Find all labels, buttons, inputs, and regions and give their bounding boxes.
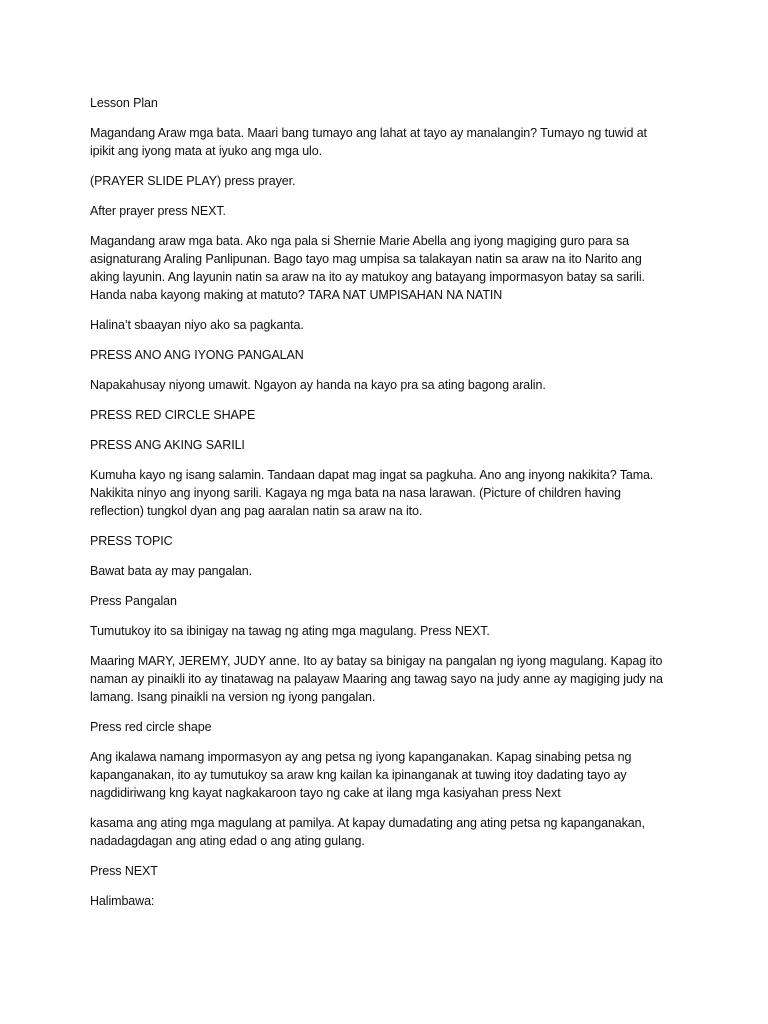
paragraph-mirror-activity: Kumuha kayo ng isang salamin. Tandaan dapat mag ingat sa pagkuha. Ano ang inyong nakikita? Tama. Nakikita ninyo ang inyong sarili. Kagaya ng mga bata na nasa larawan. (Picture of children having reflection) tungkol dyan ang pag aaralan natin sa araw na ito. <box>90 468 654 518</box>
paragraph-press-aking-sarili: PRESS ANG AKING SARILI <box>90 438 245 452</box>
paragraph-name-examples: Maaring MARY, JEREMY, JUDY anne. Ito ay batay sa binigay na pangalan ng iyong magulang. Kapag ito naman ay pinaikli ito ay tinatawag na palayaw Maaring ang tawag sayo na judy anne ay magiging judy na lamang. Isang pinaikli na version ng iyong pangalan. <box>90 654 663 704</box>
paragraph-after-prayer: After prayer press NEXT. <box>90 204 226 218</box>
paragraph-family: kasama ang ating mga magulang at pamilya. At kapay dumadating ang ating petsa ng kapanganakan, nadadagdagan ang ating edad o ang ating gulang. <box>90 816 645 848</box>
paragraph-birthdate: Ang ikalawa namang impormasyon ay ang petsa ng iyong kapanganakan. Kapag sinabing petsa ng kapanganakan, ito ay tumutukoy sa araw kng kailan ka ipinanganak at tuwing itoy dadating tayo ay nagdidiriwang kng kayat nagkakaroon tayo ng cake at ilang mga kasiyahan press Next <box>90 750 632 800</box>
paragraph-press-red-circle: PRESS RED CIRCLE SHAPE <box>90 408 256 422</box>
paragraph-prayer-slide: (PRAYER SLIDE PLAY) press prayer. <box>90 174 296 188</box>
paragraph-press-pangalan: Press Pangalan <box>90 594 177 608</box>
paragraph-introduction: Magandang araw mga bata. Ako nga pala si Shernie Marie Abella ang iyong magiging guro para sa asignaturang Araling Panlipunan. Bago tayo mag umpisa sa talakayan natin sa araw na ito Narito ang aking layunin. Ang layunin natin sa araw na ito ay matukoy ang batayang impormasyon batay sa sarili. Handa naba kayong making at matuto? TARA NAT UMPISAHAN NA NATIN <box>90 234 645 302</box>
paragraph-greeting: Magandang Araw mga bata. Maari bang tumayo ang lahat at tayo ay manalangin? Tumayo ng tuwid at ipikit ang iyong mata at iyuko ang mga ulo. <box>90 126 647 158</box>
document-title: Lesson Plan <box>90 96 158 110</box>
paragraph-name-definition: Tumutukoy ito sa ibinigay na tawag ng ating mga magulang. Press NEXT. <box>90 624 490 638</box>
paragraph-press-red-circle-2: Press red circle shape <box>90 720 212 734</box>
paragraph-new-lesson: Napakahusay niyong umawit. Ngayon ay handa na kayo pra sa ating bagong aralin. <box>90 378 546 392</box>
paragraph-press-topic: PRESS TOPIC <box>90 534 173 548</box>
paragraph-halimbawa: Halimbawa: <box>90 894 155 908</box>
paragraph-sing-along: Halina’t sbaayan niyo ako sa pagkanta. <box>90 318 304 332</box>
paragraph-press-next: Press NEXT <box>90 864 158 878</box>
paragraph-name-statement: Bawat bata ay may pangalan. <box>90 564 252 578</box>
paragraph-press-pangalan-song: PRESS ANO ANG IYONG PANGALAN <box>90 348 304 362</box>
